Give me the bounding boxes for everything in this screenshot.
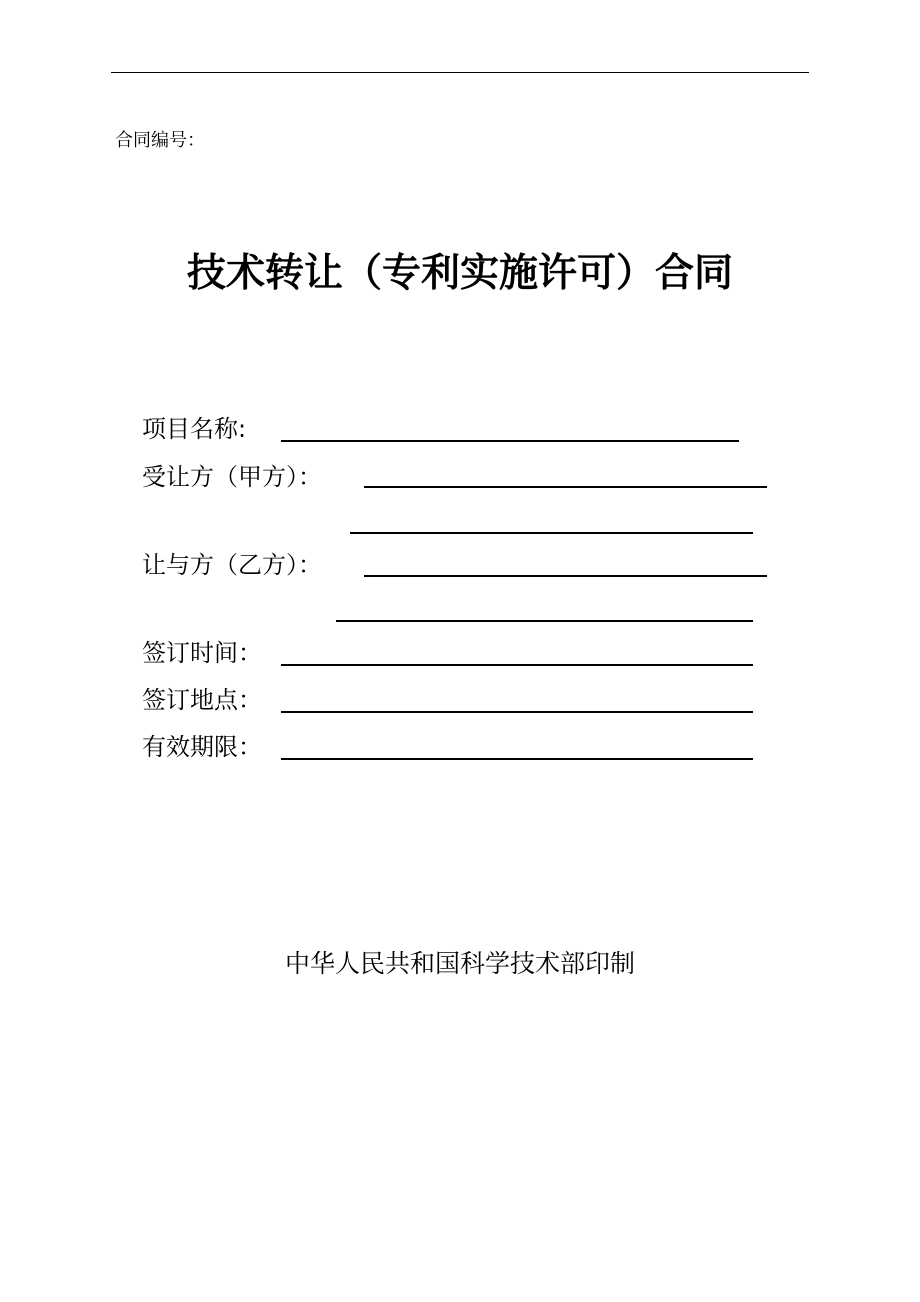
transferor-label: 让与方（乙方）： xyxy=(142,551,322,579)
header-rule xyxy=(111,72,809,73)
project-name-label: 项目名称: xyxy=(142,415,247,443)
validity-period-label: 有效期限： xyxy=(142,733,262,761)
transferee-label: 受让方（甲方）： xyxy=(142,463,322,491)
transferee-line-2 xyxy=(350,532,753,534)
transferee-line xyxy=(364,486,767,488)
contract-number-label: 合同编号： xyxy=(115,130,205,151)
signing-time-line xyxy=(281,664,753,666)
signing-place-label: 签订地点： xyxy=(142,686,262,714)
signing-time-label: 签订时间： xyxy=(142,639,262,667)
issuer-text: 中华人民共和国科学技术部印制 xyxy=(284,949,635,978)
transferor-line-2 xyxy=(336,620,753,622)
transferor-line xyxy=(364,575,767,577)
project-name-line xyxy=(281,440,739,442)
validity-period-line xyxy=(281,758,753,760)
signing-place-line xyxy=(281,711,753,713)
contract-title: 技术转让（专利实施许可）合同 xyxy=(186,251,733,296)
